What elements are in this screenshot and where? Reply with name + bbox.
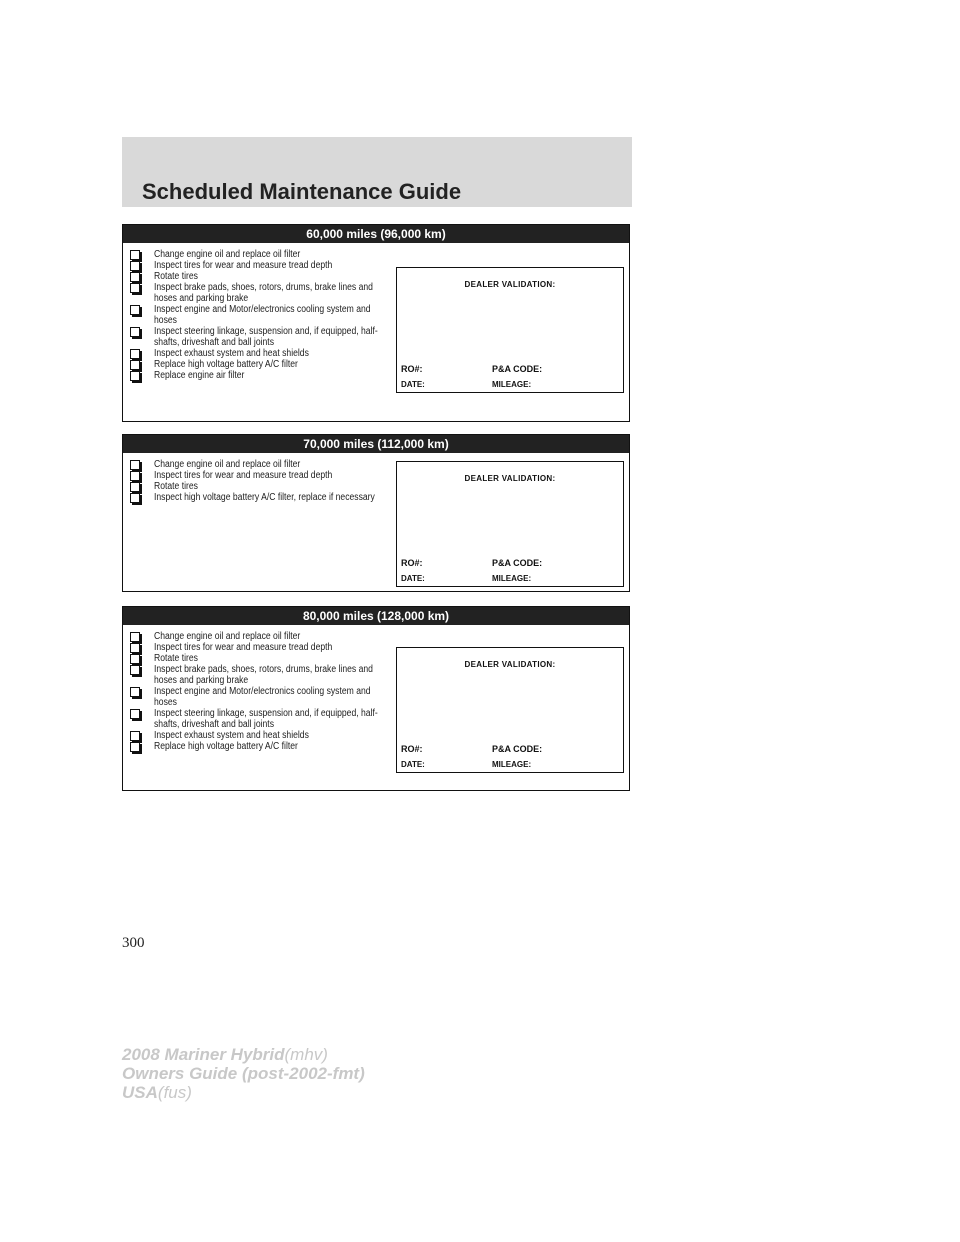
date-field-label: DATE: (401, 574, 425, 583)
ro-field-label: RO#: (401, 558, 423, 568)
checkbox-icon[interactable] (130, 272, 140, 282)
checkbox-icon[interactable] (130, 371, 140, 381)
task-item[interactable]: Rotate tires (128, 481, 393, 492)
checkbox-icon[interactable] (130, 482, 140, 492)
checkbox-icon[interactable] (130, 360, 140, 370)
pa-code-field-label: P&A CODE: (492, 364, 543, 374)
page-number: 300 (122, 935, 145, 951)
ro-field-label: RO#: (401, 744, 423, 754)
pa-code-field-label: P&A CODE: (492, 744, 543, 754)
task-item[interactable]: Inspect tires for wear and measure tread depth (128, 470, 393, 481)
task-item[interactable]: Inspect exhaust system and heat shields (128, 730, 393, 741)
task-list (128, 459, 393, 503)
date-field-label: DATE: (401, 760, 425, 769)
maintenance-block-60000 (122, 224, 630, 422)
footer-line-3: USA(fus) (122, 1083, 192, 1102)
task-item[interactable]: Inspect steering linkage, suspension and, if equipped, half-shafts, driveshaft and ball joints (128, 326, 393, 348)
checkbox-icon[interactable] (130, 665, 140, 675)
task-item[interactable]: Inspect steering linkage, suspension and, if equipped, half-shafts, driveshaft and ball joints (128, 708, 393, 730)
checkbox-icon[interactable] (130, 349, 140, 359)
checkbox-icon[interactable] (130, 471, 140, 481)
task-item[interactable]: Inspect tires for wear and measure tread depth (128, 260, 393, 271)
task-item[interactable]: Inspect brake pads, shoes, rotors, drums, brake lines and hoses and parking brake (128, 282, 393, 304)
task-item[interactable]: Rotate tires (128, 271, 393, 282)
task-item[interactable]: Change engine oil and replace oil filter (128, 459, 393, 470)
dealer-validation-box[interactable] (396, 267, 624, 393)
block-heading: 60,000 miles (96,000 km) (123, 225, 629, 243)
task-item[interactable]: Inspect high voltage battery A/C filter, replace if necessary (128, 492, 393, 503)
checkbox-icon[interactable] (130, 687, 140, 697)
checkbox-icon[interactable] (130, 632, 140, 642)
checkbox-icon[interactable] (130, 460, 140, 470)
dealer-validation-title: DEALER VALIDATION: (464, 280, 556, 289)
mileage-field-label: MILEAGE: (492, 574, 532, 583)
block-heading: 80,000 miles (128,000 km) (123, 607, 629, 625)
ro-field-label: RO#: (401, 364, 423, 374)
task-item[interactable]: Replace high voltage battery A/C filter (128, 359, 393, 370)
checkbox-icon[interactable] (130, 731, 140, 741)
checkbox-icon[interactable] (130, 261, 140, 271)
page-title: Scheduled Maintenance Guide (142, 179, 462, 204)
checkbox-icon[interactable] (130, 643, 140, 653)
footer-line-2: Owners Guide (post-2002-fmt) (122, 1064, 365, 1083)
task-item[interactable]: Inspect brake pads, shoes, rotors, drums, brake lines and hoses and parking brake (128, 664, 393, 686)
maintenance-block-80000 (122, 606, 630, 791)
task-item[interactable]: Replace engine air filter (128, 370, 393, 381)
dealer-validation-title: DEALER VALIDATION: (464, 660, 556, 669)
checkbox-icon[interactable] (130, 305, 140, 315)
pa-code-field-label: P&A CODE: (492, 558, 543, 568)
section-header (122, 137, 632, 207)
dealer-validation-box[interactable] (396, 647, 624, 773)
checkbox-icon[interactable] (130, 327, 140, 337)
task-list (128, 631, 393, 752)
task-item[interactable]: Inspect tires for wear and measure tread depth (128, 642, 393, 653)
checkbox-icon[interactable] (130, 709, 140, 719)
task-item[interactable]: Inspect exhaust system and heat shields (128, 348, 393, 359)
date-field-label: DATE: (401, 380, 425, 389)
checkbox-icon[interactable] (130, 283, 140, 293)
task-item[interactable]: Inspect engine and Motor/electronics cooling system and hoses (128, 686, 393, 708)
task-item[interactable]: Inspect engine and Motor/electronics cooling system and hoses (128, 304, 393, 326)
task-item[interactable]: Rotate tires (128, 653, 393, 664)
mileage-field-label: MILEAGE: (492, 380, 532, 389)
task-item[interactable]: Change engine oil and replace oil filter (128, 631, 393, 642)
checkbox-icon[interactable] (130, 742, 140, 752)
checkbox-icon[interactable] (130, 493, 140, 503)
task-list (128, 249, 393, 381)
task-item[interactable]: Change engine oil and replace oil filter (128, 249, 393, 260)
dealer-validation-title: DEALER VALIDATION: (464, 474, 556, 483)
dealer-validation-box[interactable] (396, 461, 624, 587)
footer-line-1: 2008 Mariner Hybrid(mhv) (122, 1045, 328, 1064)
document-footer (122, 1045, 365, 1102)
task-item[interactable]: Replace high voltage battery A/C filter (128, 741, 393, 752)
maintenance-block-70000 (122, 434, 630, 592)
mileage-field-label: MILEAGE: (492, 760, 532, 769)
block-heading: 70,000 miles (112,000 km) (123, 435, 629, 453)
checkbox-icon[interactable] (130, 250, 140, 260)
checkbox-icon[interactable] (130, 654, 140, 664)
